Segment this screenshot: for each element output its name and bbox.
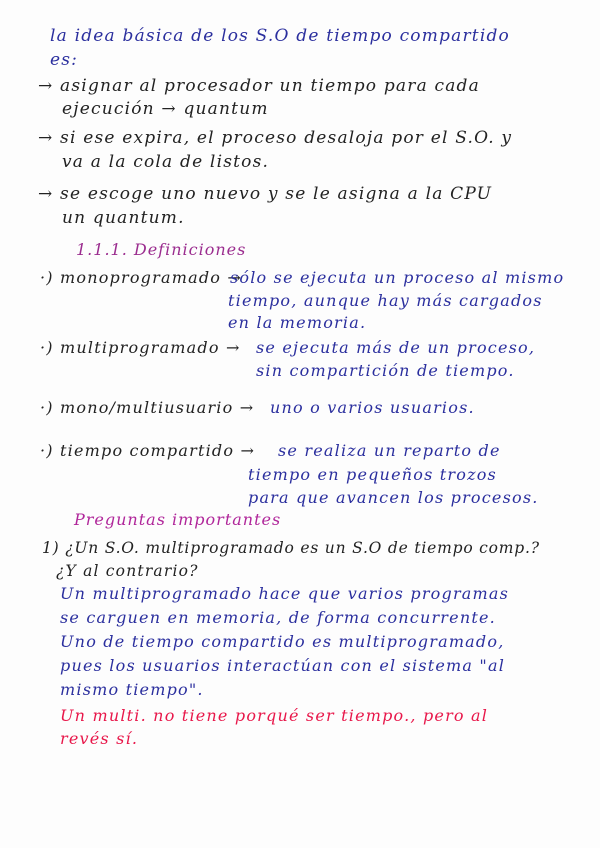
bullet-1-line-2: ejecución → quantum [62,99,269,119]
answer-1-line-3: Uno de tiempo compartido es multiprogramado, [60,632,505,651]
definition-3-term: ·) mono/multiusuario → [40,398,255,417]
definition-4-text-3: para que avancen los procesos. [248,488,539,507]
answer-1-line-2: se carguen en memoria, de forma concurrente. [60,608,496,627]
definition-3-text-1: uno o varios usuarios. [270,398,475,417]
definition-2-text-1: se ejecuta más de un proceso, [256,338,536,357]
intro-line-2: es: [50,50,79,70]
bullet-3-line-1: → se escoge uno nuevo y se le asigna a la CPU [38,184,493,204]
definitions-heading: 1.1.1. Definiciones [76,240,247,259]
definition-4-text-2: tiempo en pequeños trozos [248,465,497,484]
bullet-2-line-2: va a la cola de listos. [62,152,270,172]
definition-2-text-2: sin compartición de tiempo. [256,361,515,380]
bullet-2-line-1: → si ese expira, el proceso desaloja por el S.O. y [38,128,513,148]
question-1-line-2: ¿Y al contrario? [56,562,199,580]
intro-line-1: la idea básica de los S.O de tiempo compartido [50,26,510,46]
answer-1-line-5: mismo tiempo". [60,680,204,699]
definition-2-term: ·) multiprogramado → [40,338,241,357]
definition-1-text-2: tiempo, aunque hay más cargados [228,291,543,310]
answer-2-line-2: revés sí. [60,729,139,748]
bullet-3-line-2: un quantum. [62,208,185,228]
questions-heading: Preguntas importantes [74,510,282,529]
question-1-line-1: 1) ¿Un S.O. multiprogramado es un S.O de tiempo comp.? [42,539,540,557]
answer-1-line-1: Un multiprogramado hace que varios programas [60,584,510,603]
definition-4-text-1: se realiza un reparto de [278,441,501,460]
definition-1-text-1: sólo se ejecuta un proceso al mismo [230,268,565,287]
answer-2-line-1: Un multi. no tiene porqué ser tiempo., pero al [60,706,489,725]
definition-1-term: ·) monoprogramado → [40,268,242,287]
answer-1-line-4: pues los usuarios interactúan con el sistema "al [60,656,506,675]
bullet-1-line-1: → asignar al procesador un tiempo para cada [38,76,480,96]
definition-1-text-3: en la memoria. [228,313,367,332]
definition-4-term: ·) tiempo compartido → [40,441,256,460]
